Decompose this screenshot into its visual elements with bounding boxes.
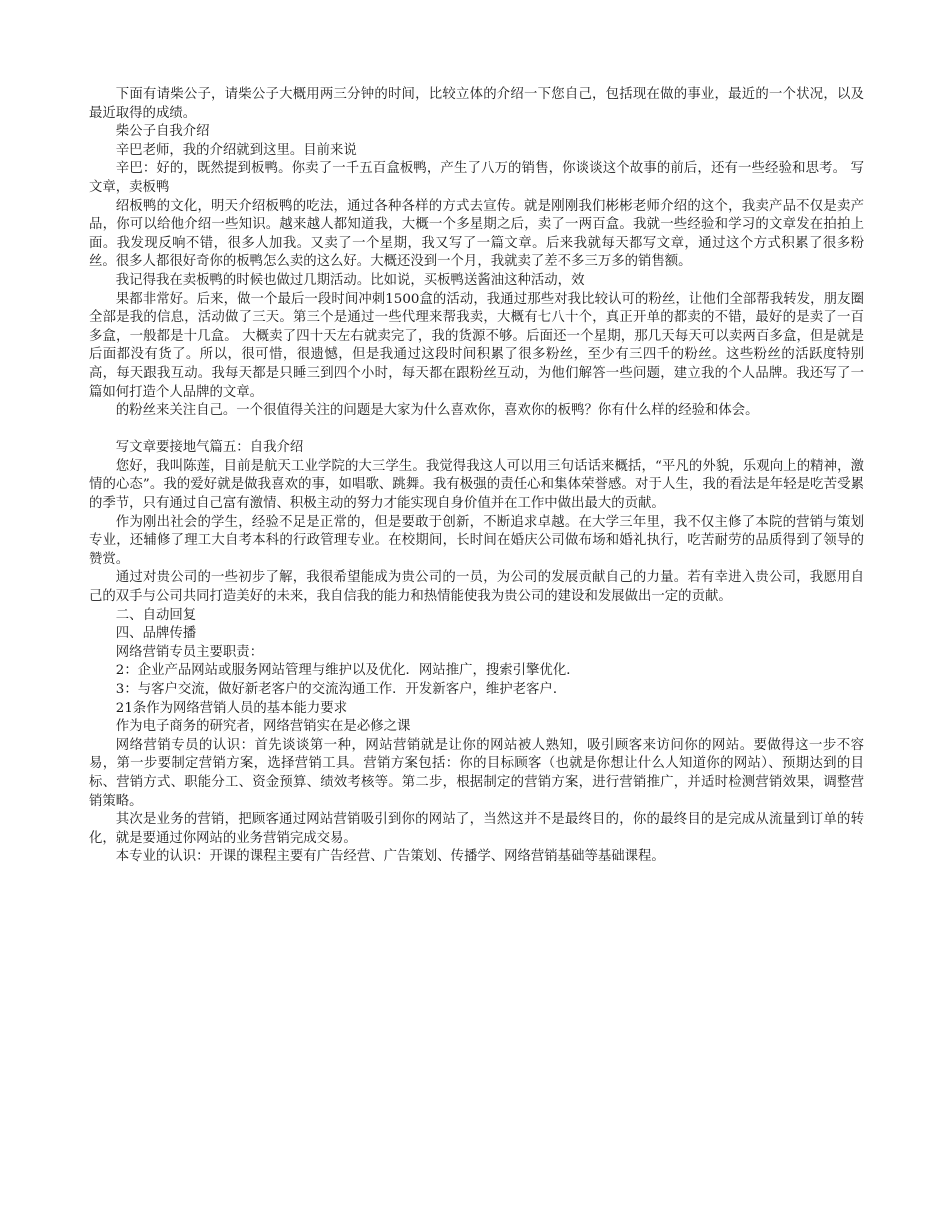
- paragraph: 其次是业务的营销，把顾客通过网站营销吸引到你的网站了，当然这并不是最终目的，你的最终目的是完成从流量到订单的转化，就是要通过你网站的业务营销完成交易。: [89, 812, 864, 846]
- section-heading: 二、自动回复: [115, 607, 197, 623]
- paragraph: 辛巴老师，我的介绍就到这里。目前来说: [115, 142, 357, 158]
- paragraph: 您好，我叫陈莲，目前是航天工业学院的大三学生。我觉得我这人可以用三句话话来概括，“平凡的外貌，乐观向上的精神，激情的心态”。我的爱好就是做我喜欢的事，如唱歌、跳舞。我有极强的责任心和集体荣誉感。对于人生，我的看法是年轻是吃苦受累的季节，只有通过自己富有激情、积极主动的努力才能实现自身价值并在工作中做出最大的贡献。: [89, 458, 864, 512]
- section-heading: 四、品牌传播: [115, 626, 197, 642]
- paragraph: 网络营销专员主要职责：: [115, 644, 264, 660]
- paragraph: 下面有请柴公子，请柴公子大概用两三分钟的时间，比较立体的介绍一下您自己，包括现在做的事业，最近的一个状况，以及最近取得的成绩。: [89, 87, 864, 121]
- paragraph: 辛巴：好的，既然提到板鸭。你卖了一千五百盒板鸭，产生了八万的销售，你谈谈这个故事的前后，还有一些经验和思考。 写文章，卖板鸭: [89, 161, 864, 195]
- blank-line: [89, 421, 864, 440]
- paragraph: 我记得我在卖板鸭的时候也做过几期活动。比如说，买板鸭送酱油这种活动，效: [115, 272, 585, 288]
- paragraph: 本专业的认识：开课的课程主要有广告经营、广告策划、传播学、网络营销基础等基础课程。: [115, 849, 665, 865]
- list-item: 3：与客户交流，做好新老客户的交流沟通工作．开发新客户，维护老客户．: [115, 682, 567, 697]
- document-body: [89, 86, 864, 867]
- paragraph: 的粉丝来关注自己。一个很值得关注的问题是大家为什么喜欢你，喜欢你的板鸭？你有什么样的经验和体会。: [115, 403, 759, 419]
- paragraph: 果都非常好。后来，做一个最后一段时间冲刺1500盒的活动，我通过那些对我比较认可的粉丝，让他们全部帮我转发，朋友圈全部是我的信息，活动做了三天。第三个是通过一些代理来帮我卖，大概有七八十个，真正开单的都卖的不错，最好的是卖了一百多盒，一般都是十几盒。 大概卖了四十天左右就卖完了，我的货源不够。后面还一个星期，那几天每天可以卖两百多盒，但是就是后面都没有货了。所以，很可惜，很遗憾，但是我通过这段时间积累了很多粉丝，至少有三四千的粉丝。这些粉丝的活跃度特别高，每天跟我互动。我每天都是只睡三到四个小时，每天都在跟粉丝互动，为他们解答一些问题，建立我的个人品牌。我还写了一篇如何打造个人品牌的文章。: [89, 291, 864, 400]
- paragraph: 作为电子商务的研究者，网络营销实在是必修之课: [115, 719, 411, 735]
- paragraph: 作为刚出社会的学生，经验不足是正常的，但是要敢于创新，不断追求卓越。在大学三年里，我不仅主修了本院的营销与策划专业，还辅修了理工大自考本科的行政管理专业。在校期间，长时间在婚庆公司做布场和婚礼执行，吃苦耐劳的品质得到了领导的赞赏。: [89, 514, 864, 567]
- section-heading: 写文章要接地气篇五：自我介绍: [115, 440, 304, 456]
- list-item: 2：企业产品网站或服务网站管理与维护以及优化．网站推广，搜索引擎优化．: [115, 663, 580, 679]
- paragraph: 通过对贵公司的一些初步了解，我很希望能成为贵公司的一员，为公司的发展贡献自己的力量。若有幸进入贵公司，我愿用自己的双手与公司共同打造美好的未来，我自信我的能力和热情能使我为贵公司的建设和发展做出一定的贡献。: [89, 570, 864, 605]
- paragraph: 21条作为网络营销人员的基本能力要求: [115, 700, 348, 716]
- section-heading: 柴公子自我介绍: [115, 124, 210, 140]
- paragraph: 绍板鸭的文化，明天介绍板鸭的吃法，通过各种各样的方式去宣传。就是刚刚我们彬彬老师介绍的这个，我卖产品不仅是卖产品，你可以给他介绍一些知识。越来越人都知道我，大概一个多星期之后，卖了一两百盒。我就一些经验和学习的文章发在拍拍上面。我发现反响不错，很多人加我。又卖了一个星期，我又写了一篇文章。后来我就每天都写文章，通过这个方式积累了很多粉丝。很多人都很好奇你的板鸭怎么卖的这么好。大概还没到一个月，我就卖了差不多三万多的销售额。: [89, 198, 864, 270]
- paragraph: 网络营销专员的认识：首先谈谈第一种，网站营销就是让你的网站被人熟知，吸引顾客来访问你的网站。要做得这一步不容易，第一步要制定营销方案，选择营销工具。营销方案包括：你的目标顾客（也就是你想让什么人知道你的网站）、预期达到的目标、营销方式、职能分工、资金预算、绩效考核等。第二步，根据制定的营销方案，进行营销推广，并适时检测营销效果，调整营销策略。: [89, 737, 864, 809]
